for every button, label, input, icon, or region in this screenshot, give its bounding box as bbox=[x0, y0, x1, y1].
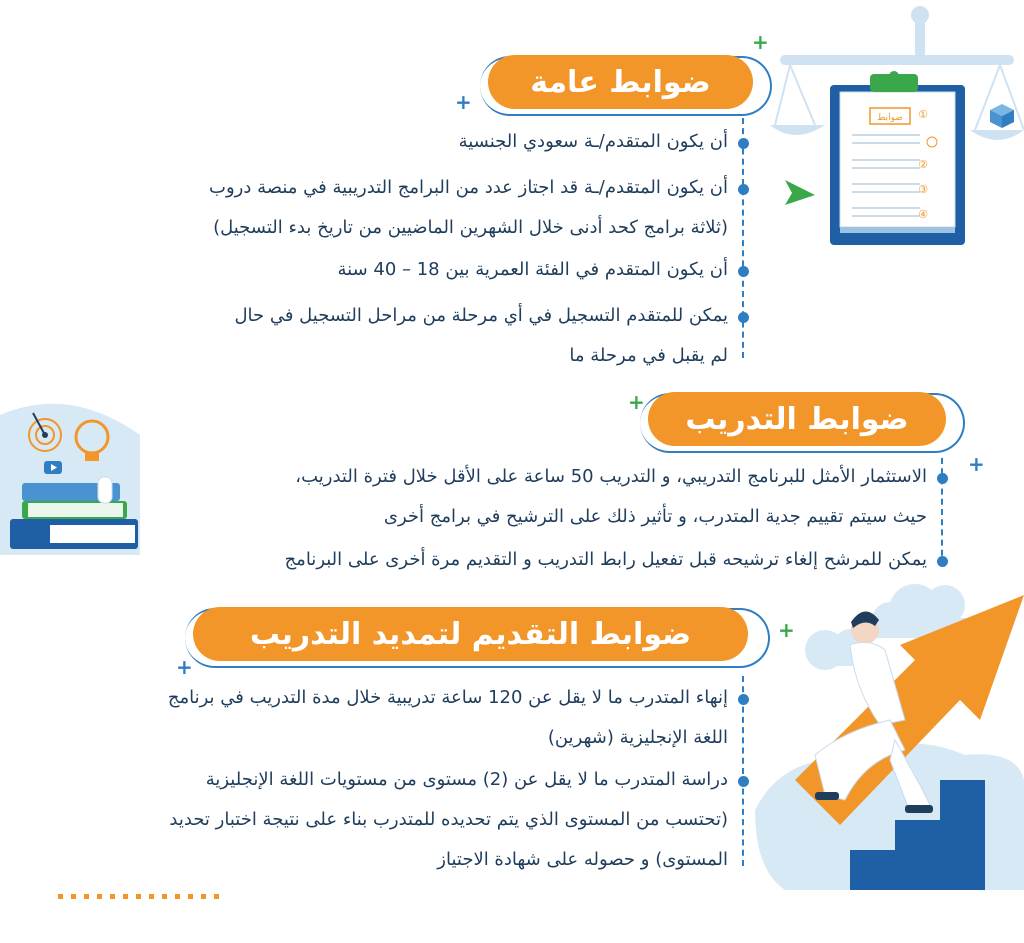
list-item-text: اللغة الإنجليزية (شهرين) bbox=[547, 727, 728, 748]
plus-icon: + bbox=[752, 30, 769, 54]
list-item-text: أن يكون المتقدم/ـة قد اجتاز عدد من البرامج التدريبية في منصة دروب bbox=[209, 177, 728, 198]
clipboard-number: ③ bbox=[918, 183, 928, 196]
clipboard-label: ضوابط bbox=[877, 113, 903, 123]
bullet-dot bbox=[937, 473, 948, 484]
list-item-text: يمكن للمتقدم التسجيل في أي مرحلة من مراحل التسجيل في حال bbox=[234, 305, 728, 326]
list-item-text: دراسة المتدرب ما لا يقل عن (2) مستوى من مستويات اللغة الإنجليزية bbox=[205, 769, 728, 790]
clipboard-number: ① bbox=[918, 108, 928, 121]
list-item-text: إنهاء المتدرب ما لا يقل عن 120 ساعة تدريبية خلال مدة التدريب في برنامج bbox=[167, 687, 728, 708]
books-icon bbox=[0, 395, 140, 555]
plus-icon: + bbox=[968, 452, 985, 476]
list-item bbox=[337, 250, 728, 290]
list-item bbox=[234, 296, 728, 376]
section-title-general: ضوابط عامة bbox=[488, 55, 753, 109]
list-item bbox=[285, 540, 927, 580]
bullet-dot bbox=[937, 556, 948, 567]
list-item-text: يمكن للمرشح إلغاء ترشيحه قبل تفعيل رابط التدريب و التقديم مرة أخرى على البرنامج bbox=[284, 549, 927, 570]
list-item-text: أن يكون المتقدم في الفئة العمرية بين 18 – 40 سنة bbox=[337, 259, 728, 280]
list-item bbox=[295, 457, 927, 537]
bullet-dot bbox=[738, 776, 749, 787]
list-item bbox=[209, 168, 728, 248]
bullet-dot bbox=[738, 266, 749, 277]
balance-scale-icon bbox=[770, 0, 1024, 250]
list-item-text: (تحتسب من المستوى الذي يتم تحديده للمتدرب بناء على نتيجة اختبار تحديد bbox=[169, 809, 728, 830]
section-title-training: ضوابط التدريب bbox=[648, 392, 946, 446]
list-item-text: لم يقبل في مرحلة ما bbox=[569, 345, 728, 366]
plus-icon: + bbox=[176, 655, 193, 679]
clipboard-number: ② bbox=[918, 158, 928, 171]
plus-icon: + bbox=[455, 90, 472, 114]
list-item bbox=[168, 678, 728, 758]
bullet-dot bbox=[738, 312, 749, 323]
list-item-text: (ثلاثة برامج كحد أدنى خلال الشهرين الماضيين من تاريخ بدء التسجيل) bbox=[213, 217, 728, 238]
list-item-text: أن يكون المتقدم/ـة سعودي الجنسية bbox=[458, 131, 728, 152]
list-item-text: المستوى) و حصوله على شهادة الاجتياز bbox=[437, 849, 728, 870]
bullet-dot bbox=[738, 138, 749, 149]
list-item-text: الاستثمار الأمثل للبرنامج التدريبي، و التدريب 50 ساعة على الأقل خلال فترة التدريب، bbox=[295, 466, 927, 487]
growth-arrow-icon bbox=[755, 580, 1024, 890]
list-item-text: حيث سيتم تقييم جدية المتدرب، و تأثير ذلك على الترشيح في برامج أخرى bbox=[383, 506, 927, 527]
section-title-extension: ضوابط التقديم لتمديد التدريب bbox=[193, 607, 748, 661]
list-item bbox=[459, 122, 728, 162]
clipboard-number: ④ bbox=[918, 208, 928, 221]
bullet-dot bbox=[738, 694, 749, 705]
list-item bbox=[169, 760, 728, 880]
bullet-dot bbox=[738, 184, 749, 195]
plus-icon: + bbox=[628, 390, 645, 414]
plus-icon: + bbox=[778, 618, 795, 642]
decorative-dots bbox=[58, 894, 219, 899]
